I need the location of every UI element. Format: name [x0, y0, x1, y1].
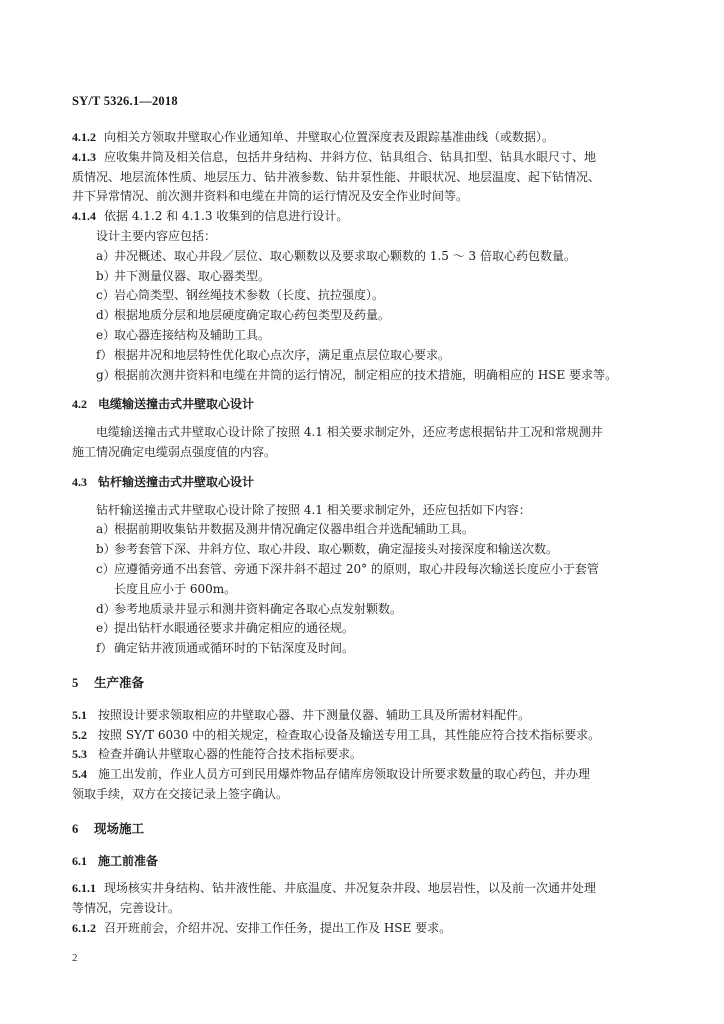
- clause-5-3: [72, 745, 662, 765]
- section-number: 4.3: [72, 474, 87, 489]
- clause-5-4: [72, 765, 662, 785]
- paragraph: 电缆输送撞击式井壁取心设计除了按照 4.1 相关要求制定外，还应考虑根据钻井工况和常规测井: [96, 425, 603, 440]
- list-item: [72, 286, 662, 306]
- clause-text: 依据 4.1.2 和 4.1.3 收集到的信息进行设计。: [104, 209, 349, 224]
- list-item-text: 提出钻杆水眼通径要求并确定相应的通径规。: [114, 621, 355, 636]
- clause-text: 召开班前会，介绍井况、安排工作任务，提出工作及 HSE 要求。: [104, 920, 452, 935]
- list-item-text: 根据井况和地层特性优化取心点次序，满足重点层位取心要求。: [114, 347, 451, 362]
- clause-6-1-2: [72, 919, 662, 939]
- page-number: 2: [72, 952, 78, 964]
- list-item: [72, 247, 662, 267]
- clause-text: 施工出发前，作业人员方可到民用爆炸物品存储库房领取设计所要求数量的取心药包，并办理: [98, 767, 591, 782]
- section-number: 4.2: [72, 397, 87, 412]
- list-marker: c）: [96, 288, 115, 303]
- list-item-text: 根据前次测井资料和电缆在井筒的运行情况，制定相应的技术措施，明确相应的 HSE 要求等。: [114, 367, 618, 382]
- list-item: [72, 366, 662, 386]
- paragraph-continuation: 施工情况确定电缆弱点强度值的内容。: [72, 444, 277, 459]
- chapter-heading-5: [72, 673, 662, 694]
- clause-text-line: 应收集井筒及相关信息，包括井身结构、井斜方位、钻具组合、钻具扣型、钻具水眼尺寸、地: [104, 149, 597, 164]
- clause-number: 6.1.1: [72, 881, 96, 896]
- chapter-number: 5: [72, 675, 79, 690]
- list-item-text: 根据地质分层和地层硬度确定取心药包类型及药量。: [114, 308, 391, 323]
- list-item: [72, 346, 662, 366]
- list-marker: a）: [96, 522, 116, 537]
- list-item: [72, 540, 662, 560]
- clause-5-2: [72, 726, 662, 746]
- list-item-continuation: 长度且应小于 600m。: [114, 581, 237, 596]
- list-item-text: 参考套管下深、井斜方位、取心井段、取心颗数，确定湿接头对接深度和输送次数。: [114, 542, 559, 557]
- chapter-heading-6: [72, 819, 662, 840]
- clause-text: 检查并确认井壁取心器的性能符合技术指标要求。: [98, 747, 363, 762]
- list-item: [72, 520, 662, 540]
- clause-4-1-4: [72, 207, 662, 227]
- clause-number: 4.1.4: [72, 209, 96, 224]
- clause-number: 4.1.3: [72, 149, 96, 164]
- list-marker: b）: [96, 542, 116, 557]
- clause-6-1-1: [72, 879, 662, 899]
- list-item: [72, 639, 662, 659]
- list-marker: g）: [96, 367, 116, 382]
- clause-5-4-continuation: 领取手续，双方在交接记录上签字确认。: [72, 786, 289, 801]
- list-item: [72, 600, 662, 620]
- list-marker: e）: [96, 327, 116, 342]
- section-number: 6.1: [72, 853, 87, 868]
- clause-text-line: 现场核实井身结构、钻井液性能、井底温度、井况复杂井段、地层岩性，以及前一次通井处理: [104, 881, 597, 896]
- clause-number: 5.3: [72, 747, 87, 762]
- list-item: [72, 306, 662, 326]
- list-item: [72, 560, 662, 580]
- clause-text: 向相关方领取井壁取心作业通知单、井壁取心位置深度表及跟踪基准曲线（或数据）。: [104, 130, 555, 144]
- clause-4-1-3-continuation: 质情况、地层流体性质、地层压力、钻井液参数、钻井泵性能、井眼状况、地层温度、起下钻情况、: [72, 169, 601, 184]
- chapter-number: 6: [72, 821, 79, 836]
- list-item-text: 井况概述、取心井段／层位、取心颗数以及要求取心颗数的 1.5 ～ 3 倍取心药包数量。: [114, 248, 576, 263]
- list-item: [72, 267, 662, 287]
- list-item-text: 井下测量仪器、取心器类型。: [114, 268, 271, 283]
- section-heading-4-2: [72, 395, 662, 415]
- clause-5-1: [72, 706, 662, 726]
- section-title: 施工前准备: [98, 853, 159, 868]
- section-title: 钻杆输送撞击式井壁取心设计: [98, 474, 255, 489]
- list-item: [72, 619, 662, 639]
- clause-6-1-1-continuation: 等情况，完善设计。: [72, 901, 181, 916]
- section-heading-6-1: [72, 852, 662, 872]
- clause-4-1-3: [72, 148, 662, 168]
- paragraph: 钻杆输送撞击式井壁取心设计除了按照 4.1 相关要求制定外，还应包括如下内容：: [96, 502, 531, 517]
- list-marker: a）: [96, 248, 116, 263]
- design-contents-intro: 设计主要内容应包括：: [96, 228, 217, 243]
- standard-code-header: SY/T 5326.1—2018: [72, 94, 178, 108]
- section-heading-4-3: [72, 473, 662, 493]
- list-item-text: 取心器连接结构及辅助工具。: [114, 327, 271, 342]
- list-marker: d）: [96, 601, 116, 616]
- list-marker: d）: [96, 308, 116, 323]
- clause-number: 4.1.2: [72, 130, 96, 144]
- list-item-text: 岩心筒类型、钢丝绳技术参数（长度、抗拉强度）。: [114, 288, 385, 303]
- list-marker: f）: [96, 641, 113, 656]
- clause-number: 6.1.2: [72, 920, 96, 935]
- chapter-title: 现场施工: [94, 820, 145, 836]
- list-marker: e）: [96, 621, 116, 636]
- clause-number: 5.2: [72, 727, 87, 742]
- section-title: 电缆输送撞击式井壁取心设计: [98, 397, 255, 412]
- list-item-text: 确定钻井液顶通或循环时的下钻深度及时间。: [114, 641, 355, 656]
- clause-4-1-2: [72, 128, 662, 148]
- clause-text: 按照 SY/T 6030 中的相关规定，检查取心设备及输送专用工具，其性能应符合技术指标要求。: [98, 727, 601, 742]
- clause-4-1-3-continuation: 井下异常情况、前次测井资料和电缆在井筒的运行情况及安全作业时间等。: [72, 189, 469, 204]
- list-item-text: 参考地质录井显示和测井资料确定各取心点发射颗数。: [114, 601, 403, 616]
- list-item-text: 应遵循旁通不出套管、旁通下深井斜不超过 20° 的原则，取心井段每次输送长度应小于套管: [114, 561, 599, 576]
- page-body: [72, 128, 662, 939]
- clause-number: 5.4: [72, 767, 87, 782]
- clause-text: 按照设计要求领取相应的井壁取心器、井下测量仪器、辅助工具及所需材料配件。: [98, 707, 531, 722]
- list-marker: f）: [96, 347, 113, 362]
- list-item: [72, 326, 662, 346]
- list-marker: b）: [96, 268, 116, 283]
- clause-number: 5.1: [72, 707, 87, 722]
- list-item-text: 根据前期收集钻井数据及测井情况确定仪器串组合并选配辅助工具。: [114, 522, 475, 537]
- chapter-title: 生产准备: [94, 674, 145, 690]
- list-marker: c）: [96, 561, 115, 576]
